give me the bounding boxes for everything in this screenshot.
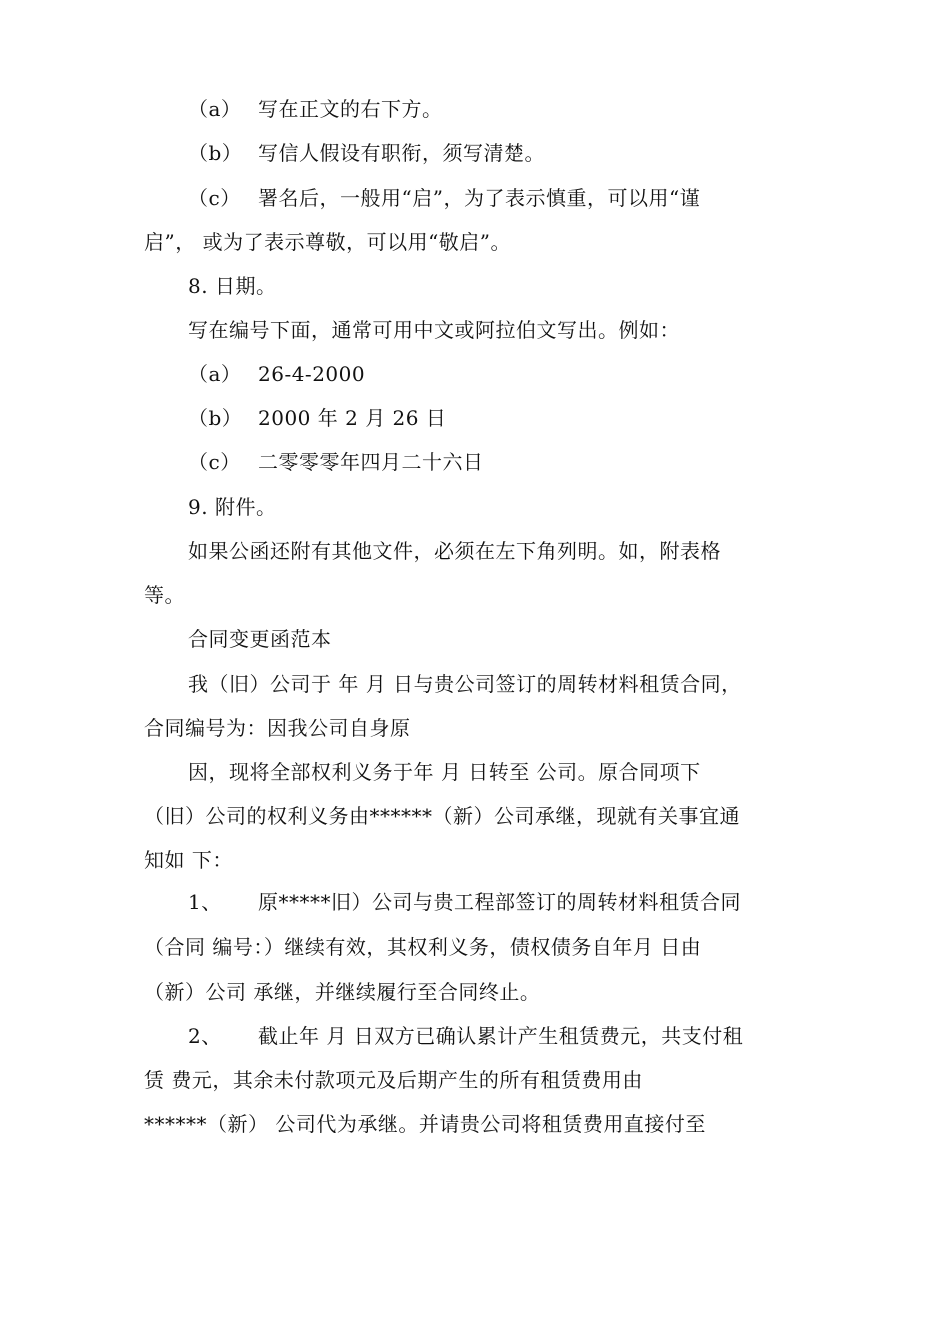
section-heading-date: 8. 日期。 <box>188 274 277 298</box>
item-c-closing-word <box>188 186 700 210</box>
paragraph-line: 等。 <box>144 583 185 607</box>
item-label: （b） <box>188 406 243 430</box>
paragraph-line: 我（旧）公司于 年 月 日与贵公司签订的周转材料租赁合同， <box>188 672 742 696</box>
item-text: 署名后，一般用“启”，为了表示慎重，可以用“谨 <box>258 186 701 210</box>
paragraph-line: （新）公司 承继，并继续履行至合同终止。 <box>144 980 541 1004</box>
date-example-b <box>188 406 446 430</box>
item-label: （c） <box>188 450 241 474</box>
paragraph-line: ******（新） 公司代为承继。并请贵公司将租赁费用直接付至 <box>144 1112 706 1136</box>
item-label: （a） <box>188 362 242 386</box>
paragraph-line: （旧）公司的权利义务由******（新）公司承继，现就有关事宜通 <box>144 804 740 828</box>
date-example-a <box>188 362 365 386</box>
paragraph-line: 写在编号下面，通常可用中文或阿拉伯文写出。例如： <box>188 318 680 342</box>
item-a-signature-position <box>188 97 443 121</box>
clause-text: 原*****旧）公司与贵工程部签订的周转材料租赁合同 <box>258 890 741 914</box>
paragraph-line: （合同 编号：）继续有效，其权利义务，债权债务自年月 日由 <box>144 935 702 959</box>
date-example-c <box>188 450 484 474</box>
item-text: 2000 年 2 月 26 日 <box>258 406 447 430</box>
item-b-title-note <box>188 141 545 165</box>
clause-number: 2、 <box>188 1024 222 1048</box>
item-label: （a） <box>188 97 242 121</box>
paragraph-line: 知如 下： <box>144 848 233 872</box>
item-text: 二零零零年四月二十六日 <box>258 450 484 474</box>
paragraph-line: 启”， 或为了表示尊敬，可以用“敬启”。 <box>144 230 512 254</box>
item-text: 26-4-2000 <box>258 362 366 386</box>
clause-number: 1、 <box>188 890 222 914</box>
paragraph-line: 因，现将全部权利义务于年 月 日转至 公司。原合同项下 <box>188 760 701 784</box>
template-title: 合同变更函范本 <box>188 627 332 651</box>
item-text: 写在正文的右下方。 <box>258 97 443 121</box>
paragraph-line: 赁 费元，其余未付款项元及后期产生的所有租赁费用由 <box>144 1068 643 1092</box>
item-label: （c） <box>188 186 241 210</box>
clause-text: 截止年 月 日双方已确认累计产生租赁费元，共支付租 <box>258 1024 744 1048</box>
item-label: （b） <box>188 141 243 165</box>
section-heading-attachment: 9. 附件。 <box>188 495 277 519</box>
item-text: 写信人假设有职衔，须写清楚。 <box>258 141 545 165</box>
paragraph-line: 合同编号为：因我公司自身原 <box>144 716 411 740</box>
clause-1 <box>188 890 741 914</box>
clause-2 <box>188 1024 743 1048</box>
paragraph-line: 如果公函还附有其他文件，必须在左下角列明。如，附表格 <box>188 539 721 563</box>
